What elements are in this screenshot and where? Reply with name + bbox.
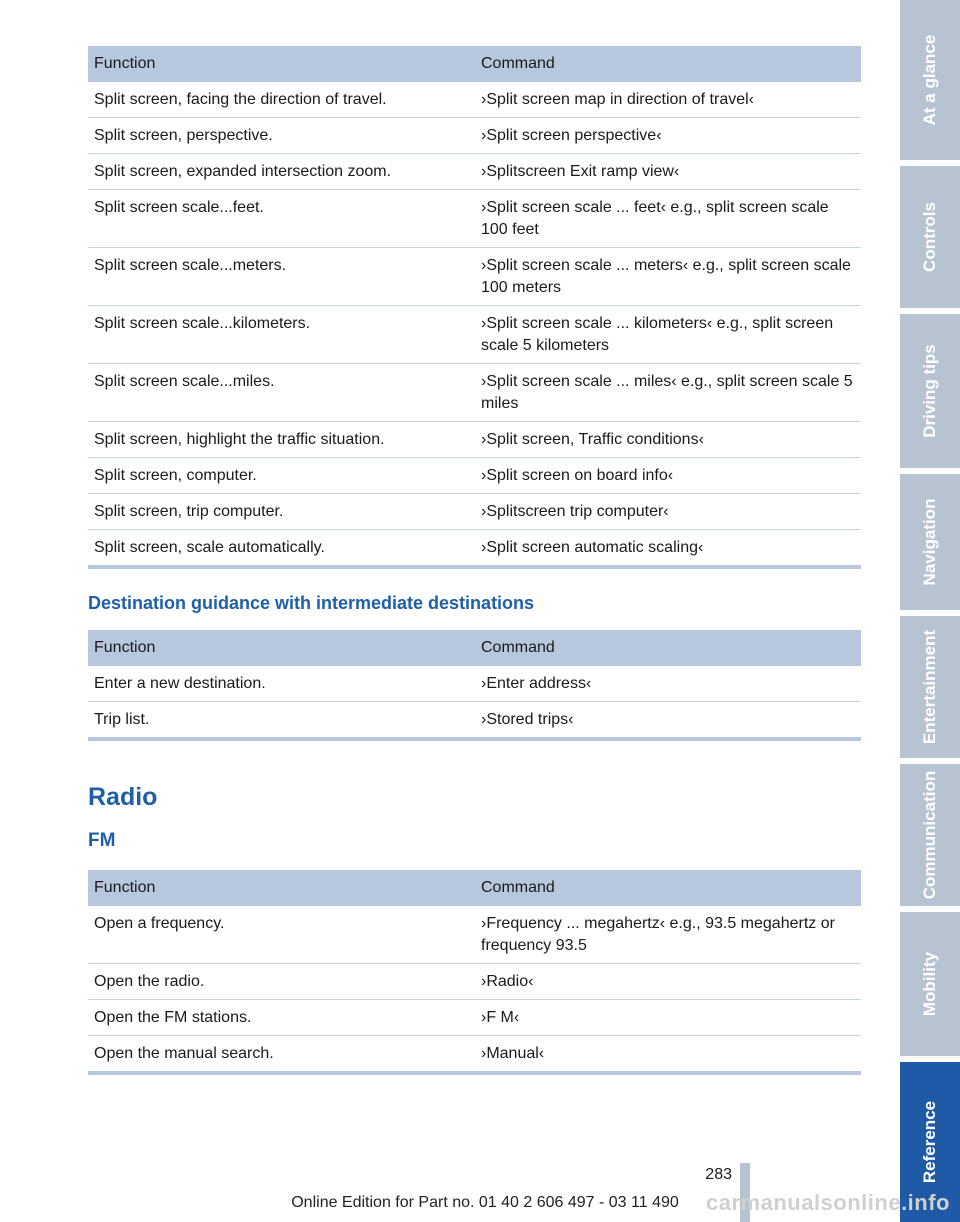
function-cell: Open the FM stations. <box>88 1000 475 1036</box>
function-cell: Split screen scale...kilometers. <box>88 306 475 364</box>
table-row <box>88 458 861 494</box>
function-cell: Open the manual search. <box>88 1036 475 1074</box>
function-cell: Split screen, highlight the traffic situation. <box>88 422 475 458</box>
function-cell: Split screen, scale automatically. <box>88 530 475 568</box>
tab-label: Driving tips <box>920 344 939 438</box>
table-row <box>88 154 861 190</box>
destination-command-table <box>88 630 861 741</box>
function-cell: Split screen scale...meters. <box>88 248 475 306</box>
chapter-tab-sidebar <box>900 0 960 1222</box>
function-cell: Open the radio. <box>88 964 475 1000</box>
column-header-command: Command <box>475 870 861 906</box>
tab-label: Navigation <box>920 498 939 586</box>
function-cell: Split screen scale...miles. <box>88 364 475 422</box>
table-row <box>88 82 861 118</box>
column-header-function: Function <box>88 870 475 906</box>
tab-label: Mobility <box>920 951 939 1017</box>
command-cell: ›Frequency ... megahertz‹ e.g., 93.5 megahertz or frequency 93.5 <box>475 906 861 964</box>
command-cell: ›Splitscreen Exit ramp view‹ <box>475 154 861 190</box>
section-heading-destination-guidance: Destination guidance with intermediate destinations <box>88 593 535 613</box>
tab-label: Reference <box>920 1100 939 1184</box>
command-cell: ›Stored trips‹ <box>475 702 861 740</box>
command-cell: ›Split screen map in direction of travel‹ <box>475 82 861 118</box>
tab-label: Controls <box>920 202 939 272</box>
table-row <box>88 306 861 364</box>
command-cell: ›F M‹ <box>475 1000 861 1036</box>
table-row <box>88 1036 861 1074</box>
section-heading-radio: Radio <box>88 783 158 811</box>
column-header-command: Command <box>475 630 861 666</box>
table-row <box>88 364 861 422</box>
function-cell: Split screen, expanded intersection zoom. <box>88 154 475 190</box>
tab-label: Entertainment <box>920 629 939 745</box>
tab-communication[interactable] <box>900 764 960 906</box>
command-cell: ›Enter address‹ <box>475 666 861 702</box>
table-row <box>88 530 861 568</box>
column-header-function: Function <box>88 46 475 82</box>
function-cell: Split screen, perspective. <box>88 118 475 154</box>
tab-mobility[interactable] <box>900 912 960 1056</box>
table-header-row <box>88 630 861 666</box>
command-cell: ›Splitscreen trip computer‹ <box>475 494 861 530</box>
table-row <box>88 190 861 248</box>
function-cell: Split screen scale...feet. <box>88 190 475 248</box>
command-cell: ›Manual‹ <box>475 1036 861 1074</box>
command-cell: ›Split screen scale ... meters‹ e.g., split screen scale 100 meters <box>475 248 861 306</box>
command-cell: ›Split screen perspective‹ <box>475 118 861 154</box>
table-row <box>88 118 861 154</box>
split-screen-command-table <box>88 46 861 569</box>
table-row <box>88 1000 861 1036</box>
edition-footer: Online Edition for Part no. 01 40 2 606 497 - 03 11 490 <box>291 1194 679 1211</box>
tab-controls[interactable] <box>900 166 960 308</box>
column-header-command: Command <box>475 46 861 82</box>
fm-command-table <box>88 870 861 1075</box>
function-cell: Trip list. <box>88 702 475 740</box>
tab-label: At a glance <box>920 34 939 126</box>
table-row <box>88 494 861 530</box>
page-number: 283 <box>705 1166 732 1183</box>
page-content <box>88 46 861 1075</box>
table-row <box>88 964 861 1000</box>
command-cell: ›Radio‹ <box>475 964 861 1000</box>
table-header-row <box>88 46 861 82</box>
function-cell: Open a frequency. <box>88 906 475 964</box>
table-header-row <box>88 870 861 906</box>
column-header-function: Function <box>88 630 475 666</box>
tab-label: Communication <box>920 770 939 900</box>
command-cell: ›Split screen automatic scaling‹ <box>475 530 861 568</box>
command-cell: ›Split screen on board info‹ <box>475 458 861 494</box>
table-row <box>88 702 861 740</box>
tab-driving-tips[interactable] <box>900 314 960 468</box>
function-cell: Split screen, computer. <box>88 458 475 494</box>
function-cell: Split screen, trip computer. <box>88 494 475 530</box>
command-cell: ›Split screen scale ... feet‹ e.g., split screen scale 100 feet <box>475 190 861 248</box>
table-row <box>88 422 861 458</box>
tab-navigation[interactable] <box>900 474 960 610</box>
table-row <box>88 666 861 702</box>
function-cell: Enter a new destination. <box>88 666 475 702</box>
command-cell: ›Split screen scale ... miles‹ e.g., split screen scale 5 miles <box>475 364 861 422</box>
tab-entertainment[interactable] <box>900 616 960 758</box>
table-row <box>88 248 861 306</box>
command-cell: ›Split screen, Traffic conditions‹ <box>475 422 861 458</box>
function-cell: Split screen, facing the direction of travel. <box>88 82 475 118</box>
subsection-heading-fm: FM <box>88 830 116 851</box>
table-row <box>88 906 861 964</box>
watermark: carmanualsonline.info <box>706 1190 950 1215</box>
tab-at-a-glance[interactable] <box>900 0 960 160</box>
command-cell: ›Split screen scale ... kilometers‹ e.g., split screen scale 5 kilometers <box>475 306 861 364</box>
